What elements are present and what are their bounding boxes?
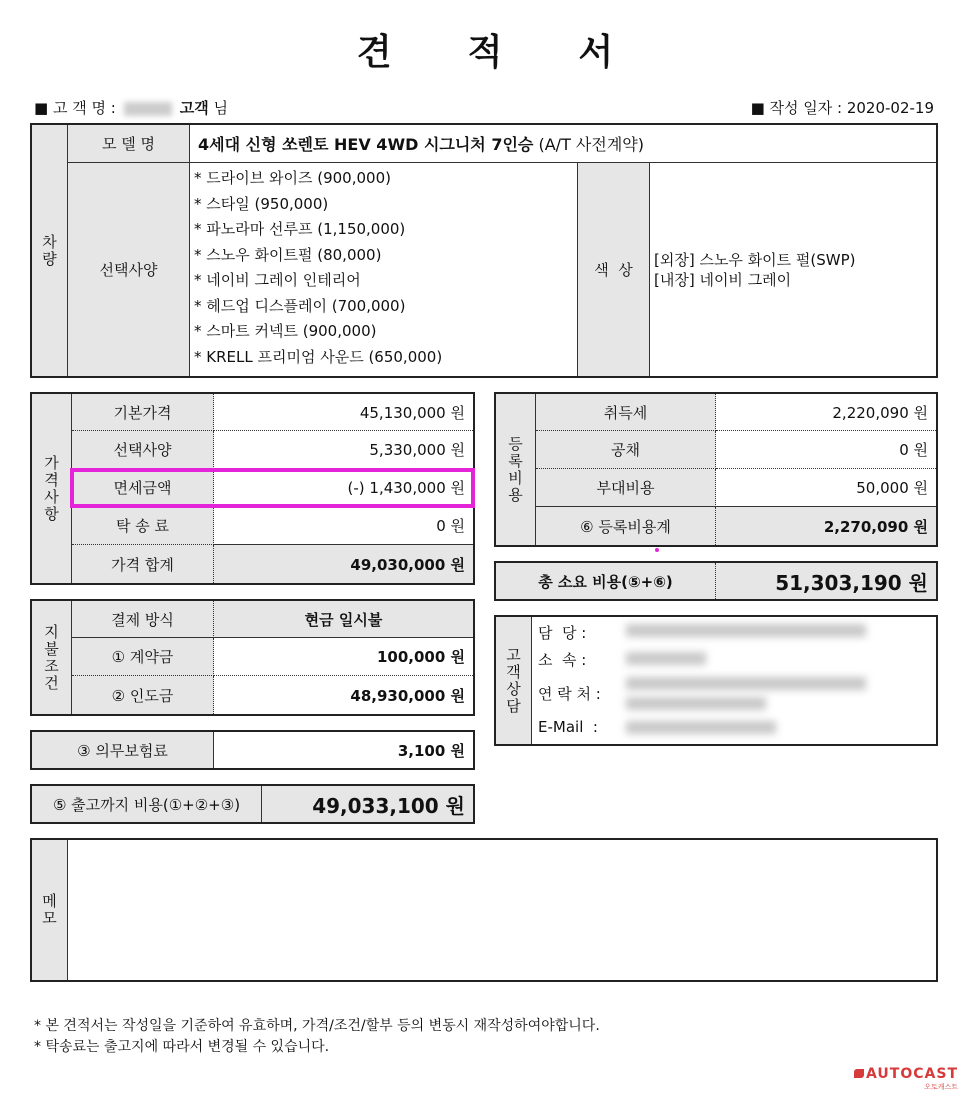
highlight-box xyxy=(70,468,475,508)
redacted-value xyxy=(626,697,766,710)
payment-method-label: 결제 방식 xyxy=(72,601,214,638)
customer-honorific: 님 xyxy=(213,99,229,117)
memo-section xyxy=(30,838,938,982)
registration-label: 부대비용 xyxy=(536,469,716,507)
total-cost-value: 51,303,190 원 xyxy=(716,563,936,599)
logo-icon xyxy=(854,1069,864,1078)
notes xyxy=(34,1016,600,1058)
payment-section xyxy=(30,599,475,716)
title-char: 적 xyxy=(467,32,503,73)
vehicle-section xyxy=(30,123,938,378)
date-line: ■ 작성 일자 : 2020-02-19 xyxy=(750,99,934,117)
balance-label: ② 인도금 xyxy=(72,676,214,714)
registration-label: 취득세 xyxy=(536,394,716,431)
option-item: * 스타일 (950,000) xyxy=(194,194,329,213)
option-item: * KRELL 프리미엄 사운드 (650,000) xyxy=(194,347,443,366)
model-label: 모 델 명 xyxy=(68,125,190,163)
option-item: * 네이비 그레이 인테리어 xyxy=(194,271,361,289)
autocast-logo xyxy=(854,1066,958,1092)
logo-subtext: 오토캐스트 xyxy=(924,1083,958,1091)
registration-total-label: ⑥ 등록비용계 xyxy=(536,507,716,545)
consultant-field-label: 담 당 : xyxy=(538,624,587,642)
redacted-name xyxy=(124,102,172,116)
document-title xyxy=(0,24,970,75)
consultant-field-label: E-Mail : xyxy=(538,718,598,736)
redacted-value xyxy=(626,677,866,690)
redacted-value xyxy=(626,721,776,734)
price-section-label: 가격사항 xyxy=(32,394,72,583)
deposit-value: 100,000 원 xyxy=(214,638,473,676)
price-label: 기본가격 xyxy=(72,394,214,431)
price-value: 0 원 xyxy=(214,507,473,545)
option-item: * 스노우 화이트펄 (80,000) xyxy=(194,245,382,264)
color-value xyxy=(650,163,940,376)
note-line: * 탁송료는 출고지에 따라서 변경될 수 있습니다. xyxy=(34,1039,330,1055)
logo-text: AUTOCAST xyxy=(866,1066,958,1082)
model-value: 4세대 신형 쏘렌토 HEV 4WD 시그니처 7인승 (A/T 사전계약) xyxy=(190,125,936,163)
price-value: 5,330,000 원 xyxy=(214,431,473,469)
payment-section-label: 지불조건 xyxy=(32,601,72,714)
color-interior: [내장] 네이비 그레이 xyxy=(654,270,792,289)
price-label: 탁 송 료 xyxy=(72,507,214,545)
insurance-value: 3,100 원 xyxy=(397,741,465,760)
deposit-label: ① 계약금 xyxy=(72,638,214,676)
redacted-value xyxy=(626,624,866,637)
registration-value: 2,220,090 원 xyxy=(716,394,936,431)
delivery-cost-value: 49,033,100 원 xyxy=(262,786,473,822)
registration-total-value: 2,270,090 원 xyxy=(716,507,936,545)
delivery-cost-label: ⑤ 출고까지 비용(①+②+③) xyxy=(32,786,262,822)
consultant-field-label: 연 락 처 : xyxy=(538,685,601,703)
price-label: 면세금액 xyxy=(72,469,214,507)
customer-suffix: 고객 xyxy=(179,99,209,117)
option-item: * 파노라마 선루프 (1,150,000) xyxy=(194,220,406,238)
redacted-value xyxy=(626,652,706,665)
options-list xyxy=(190,163,578,376)
price-value: (-) 1,430,000 원 xyxy=(214,469,473,507)
total-cost-label: 총 소요 비용(⑤+⑥) xyxy=(496,563,716,599)
vehicle-section-label: 차량 xyxy=(32,125,68,376)
title-char: 서 xyxy=(578,32,614,73)
registration-section-label: 등록비용 xyxy=(496,394,536,545)
registration-label: 공채 xyxy=(536,431,716,469)
price-total-label: 가격 합계 xyxy=(72,545,214,583)
marker-dot xyxy=(655,548,659,552)
consultant-section xyxy=(494,615,938,746)
registration-value: 0 원 xyxy=(716,431,936,469)
options-label: 선택사양 xyxy=(68,163,190,376)
customer-line xyxy=(34,97,228,118)
balance-value: 48,930,000 원 xyxy=(350,686,465,705)
customer-label: ■ 고 객 명 : xyxy=(34,99,116,117)
color-label: 색 상 xyxy=(578,163,650,376)
memo-content xyxy=(68,840,936,980)
total-cost-box xyxy=(494,561,938,601)
price-value: 45,130,000 원 xyxy=(214,394,473,431)
color-exterior: [외장] 스노우 화이트 펄(SWP) xyxy=(654,250,856,269)
consultant-section-label: 고객상담 xyxy=(496,617,532,744)
registration-section xyxy=(494,392,938,547)
title-char: 견 xyxy=(356,32,392,73)
option-item: * 스마트 커넥트 (900,000) xyxy=(194,322,377,340)
payment-method-value: 현금 일시불 xyxy=(214,601,473,638)
delivery-cost-box xyxy=(30,784,475,824)
consultant-field-label: 소 속 : xyxy=(538,651,587,669)
insurance-box xyxy=(30,730,475,770)
option-item: * 드라이브 와이즈 (900,000) xyxy=(194,169,391,187)
registration-value: 50,000 원 xyxy=(716,469,936,507)
insurance-label: ③ 의무보험료 xyxy=(32,732,214,768)
price-label: 선택사양 xyxy=(72,431,214,469)
option-item: * 헤드업 디스플레이 (700,000) xyxy=(194,296,406,315)
price-total-value: 49,030,000 원 xyxy=(214,545,473,583)
note-line: * 본 견적서는 작성일을 기준하여 유효하며, 가격/조건/할부 등의 변동시 재작성하여야합니다. xyxy=(34,1018,600,1034)
memo-label: 메모 xyxy=(32,840,68,980)
